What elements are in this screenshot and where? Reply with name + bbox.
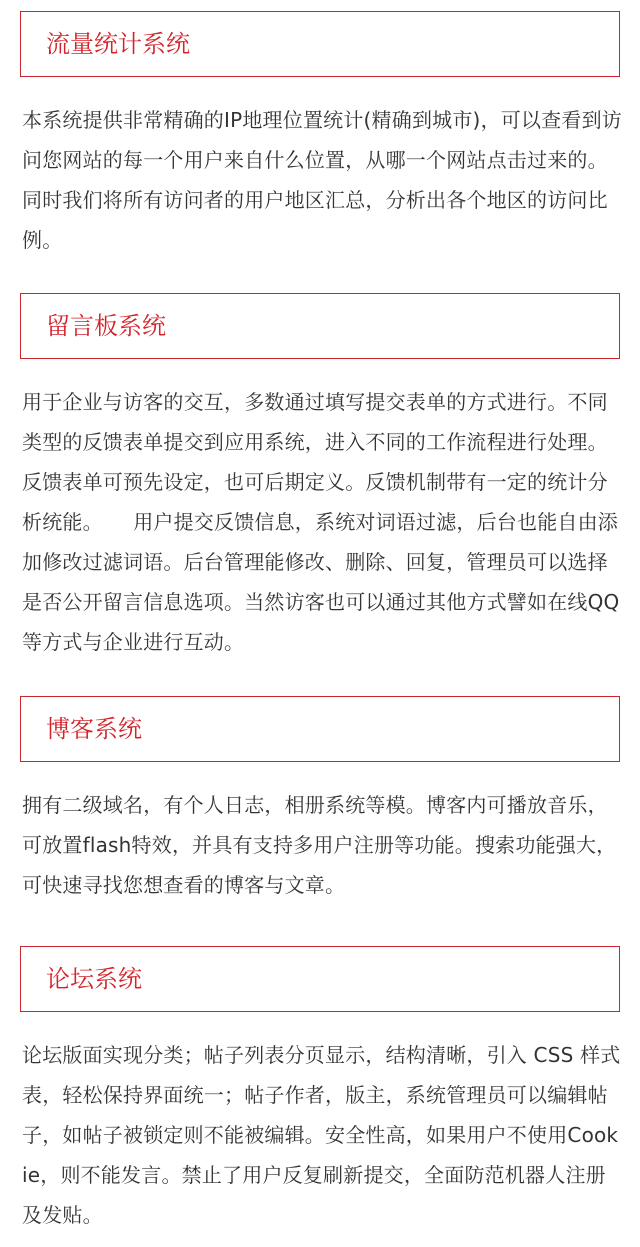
section-header-blog <box>20 696 620 762</box>
section-title: 论坛系统 <box>46 965 142 993</box>
section-body: 用于企业与访客的交互，多数通过填写提交表单的方式进行。不同类型的反馈表单提交到应用系统，进入不同的工作流程进行处理。反馈表单可预先设定，也可后期定义。反馈机制带有一定的统计分析统能。 用户提交反馈信息，系统对词语过滤，后台也能自由添加修改过滤词语。后台管理能修改、删除、回复，管理员可以选择是否公开留言信息选项。当然访客也可以通过其他方式譬如在线QQ等方式与企业进行互动。 <box>22 390 620 654</box>
section-body: 拥有二级域名，有个人日志，相册系统等模。博客内可播放音乐，可放置flash特效，并具有支持多用户注册等功能。搜索功能强大，可快速寻找您想查看的博客与文章。 <box>22 793 617 897</box>
section-title: 留言板系统 <box>46 312 166 340</box>
section-body: 本系统提供非常精确的IP地理位置统计(精确到城市)，可以查看到访问您网站的每一个用户来自什么位置，从哪一个网站点击过来的。同时我们将所有访问者的用户地区汇总，分析出各个地区的访问比例。 <box>22 108 622 252</box>
section-header-guestbook <box>20 293 620 359</box>
section-title: 博客系统 <box>46 715 142 743</box>
section-title: 流量统计系统 <box>46 30 190 58</box>
section-body: 论坛版面实现分类；帖子列表分页显示，结构清晰，引入 CSS 样式表，轻松保持界面统一；帖子作者，版主，系统管理员可以编辑帖子，如帖子被锁定则不能被编辑。安全性高，如果用户不使用Cookie，则不能发言。禁止了用户反复刷新提交，全面防范机器人注册及发贴。 <box>22 1043 621 1227</box>
section-header-forum <box>20 946 620 1012</box>
section-header-traffic-stats <box>20 11 620 77</box>
